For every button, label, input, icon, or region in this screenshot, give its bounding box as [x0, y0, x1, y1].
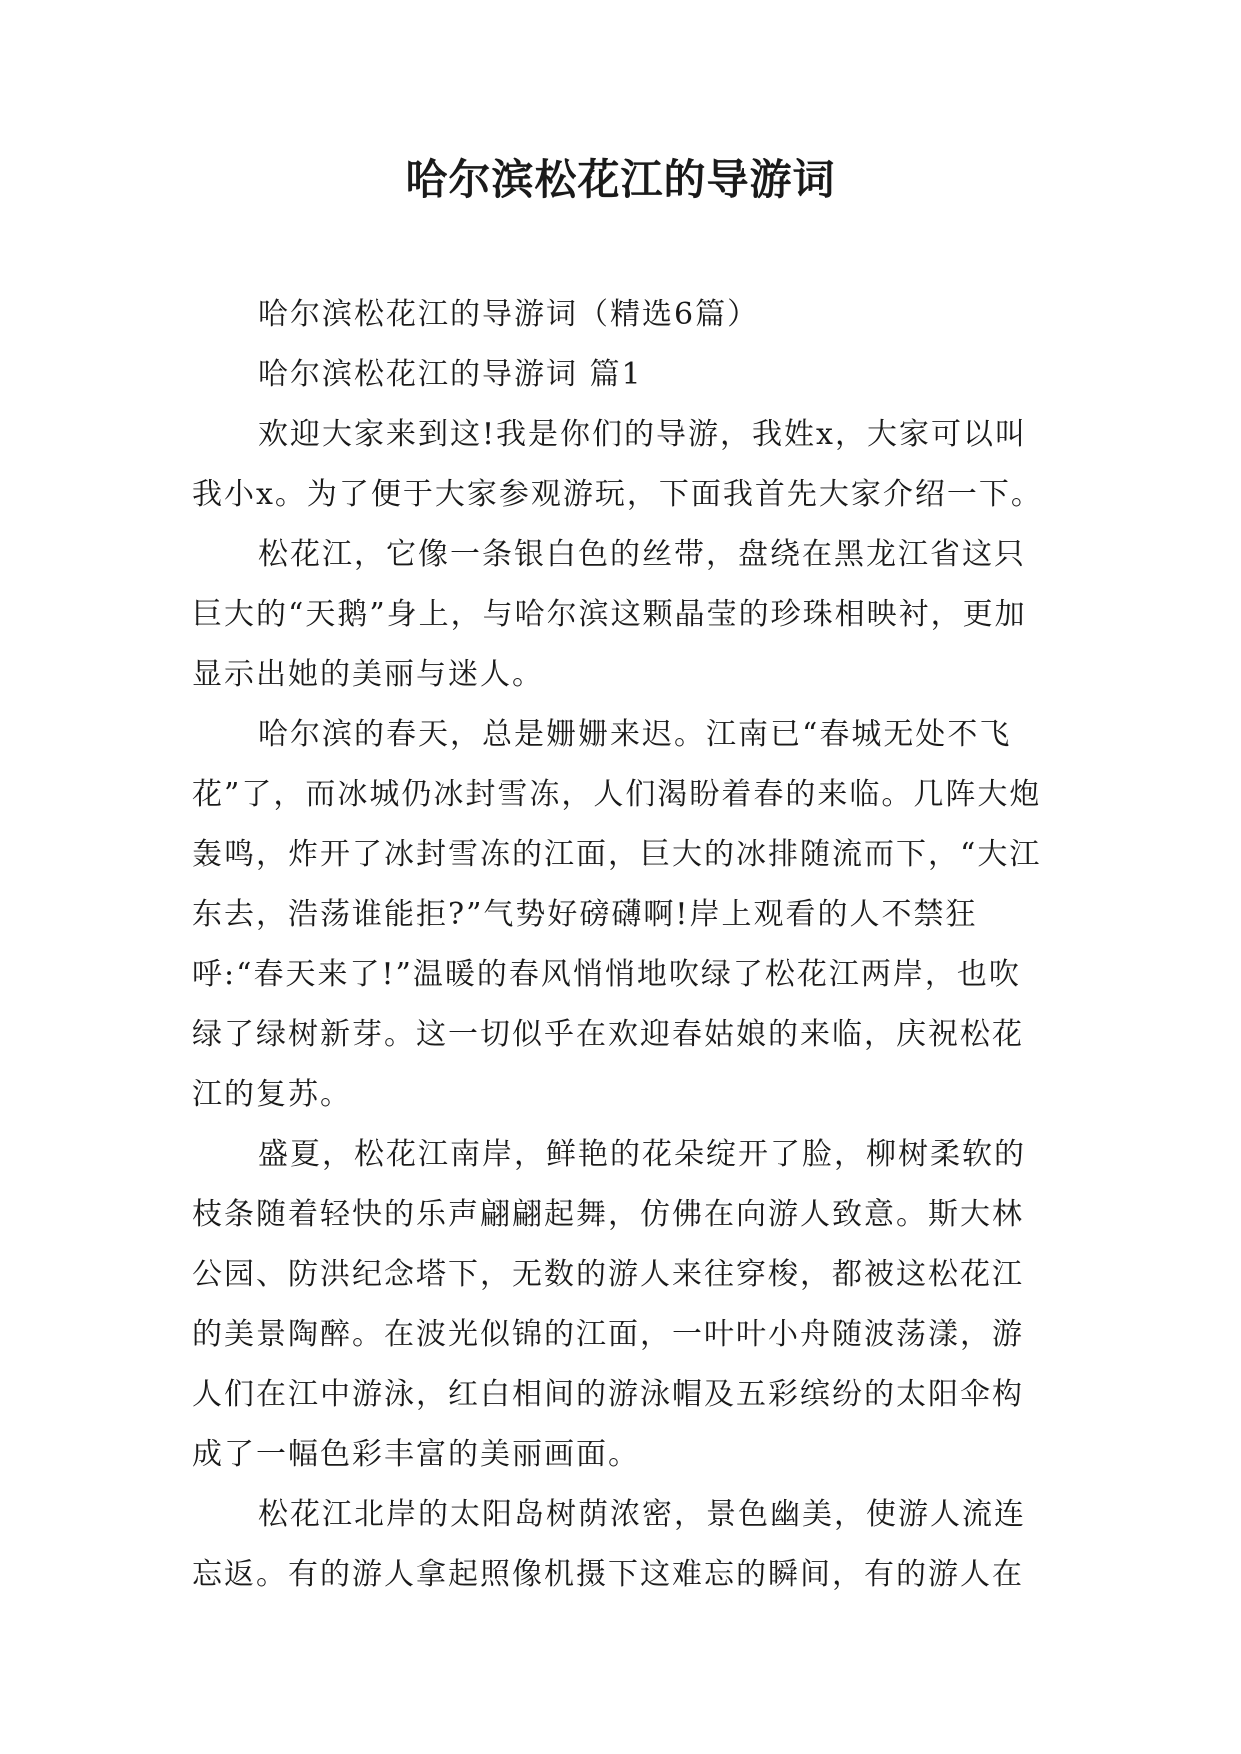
paragraph-sun-island: 松花江北岸的太阳岛树荫浓密，景色幽美，使游人流连忘返。有的游人拿起照像机摄下这难忘的瞬间，有的游人在 [192, 1497, 1026, 1592]
paragraph-subtitle: 哈尔滨松花江的导游词（精选6篇） [258, 297, 760, 332]
paragraph-summer: 盛夏，松花江南岸，鲜艳的花朵绽开了脸，柳树柔软的枝条随着轻快的乐声翩翩起舞，仿佛在向游人致意。斯大林公园、防洪纪念塔下，无数的游人来往穿梭，都被这松花江的美景陶醉。在波光似锦的江面，一叶叶小舟随波荡漾，游人们在江中游泳，红白相间的游泳帽及五彩缤纷的太阳伞构成了一幅色彩丰富的美丽画面。 [192, 1137, 1026, 1472]
paragraph-section-heading: 哈尔滨松花江的导游词 篇1 [258, 357, 643, 392]
document-title: 哈尔滨松花江的导游词 [405, 155, 836, 204]
paragraph-spring: 哈尔滨的春天，总是姗姗来迟。江南已“春城无处不飞花”了，而冰城仍冰封雪冻，人们渴盼着春的来临。几阵大炮轰鸣，炸开了冰封雪冻的江面，巨大的冰排随流而下，“大江东去，浩荡谁能拒?”气势好磅礴啊!岸上观看的人不禁狂呼:“春天来了!”温暖的春风悄悄地吹绿了松花江两岸，也吹绿了绿树新芽。这一切似乎在欢迎春姑娘的来临，庆祝松花江的复苏。 [192, 717, 1042, 1112]
paragraph-welcome: 欢迎大家来到这!我是你们的导游，我姓x，大家可以叫我小x。为了便于大家参观游玩，下面我首先大家介绍一下。 [192, 417, 1043, 512]
document-body [192, 285, 1052, 1605]
paragraph-river-intro: 松花江，它像一条银白色的丝带，盘绕在黑龙江省这只巨大的“天鹅”身上，与哈尔滨这颗晶莹的珍珠相映衬，更加显示出她的美丽与迷人。 [192, 537, 1027, 692]
